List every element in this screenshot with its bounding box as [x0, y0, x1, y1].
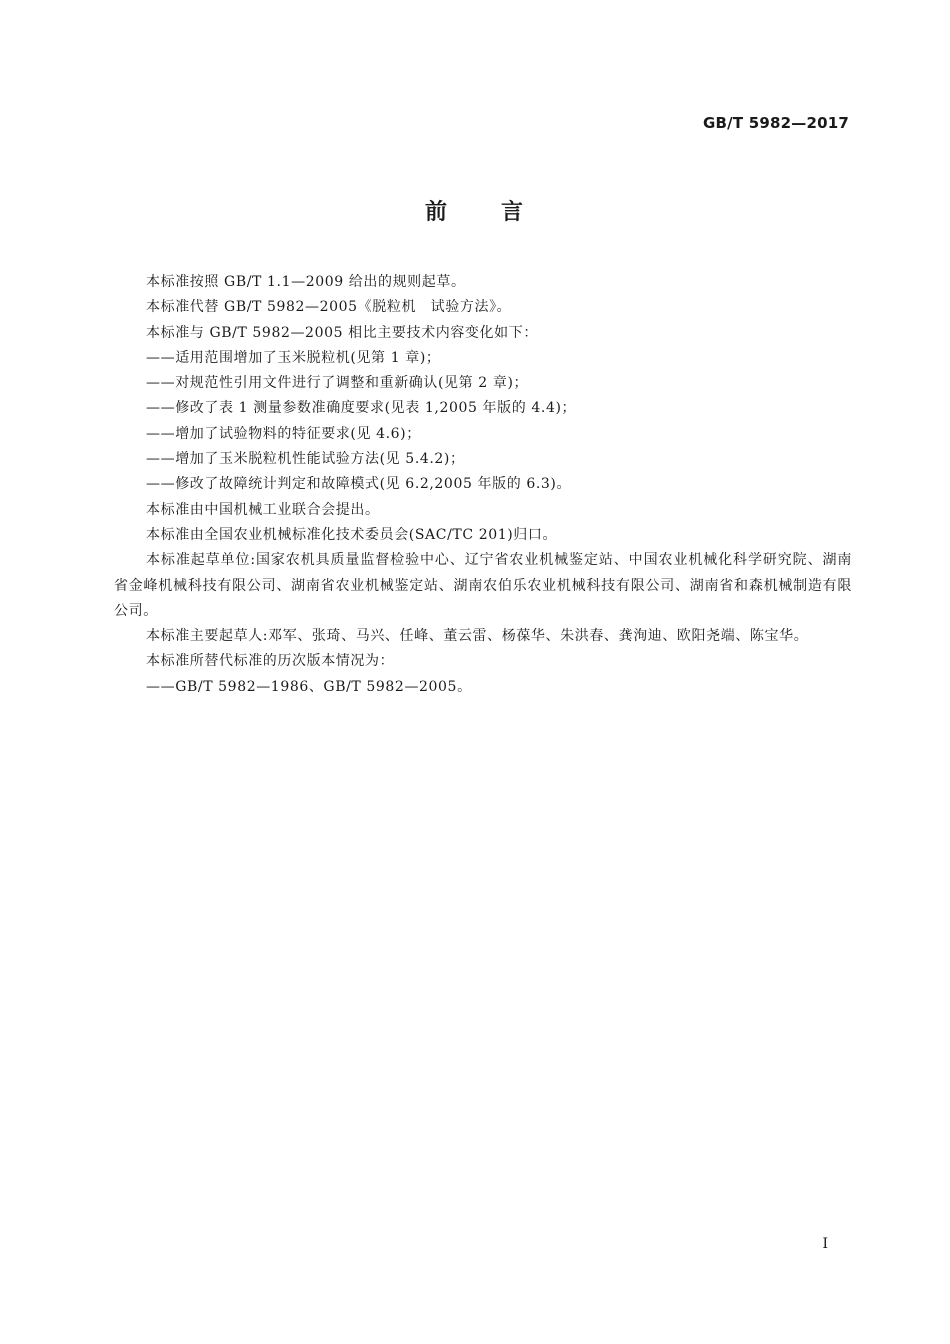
change-item: ——对规范性引用文件进行了调整和重新确认(见第 2 章)；: [146, 375, 529, 392]
paragraph-under-jurisdiction: 本标准由全国农业机械标准化技术委员会(SAC/TC 201)归口。: [146, 526, 558, 543]
change-item: ——增加了玉米脱粒机性能试验方法(见 5.4.2)；: [146, 451, 465, 468]
page-title-char-1: 前: [424, 200, 449, 225]
paragraph-proposed-by: 本标准由中国机械工业联合会提出。: [146, 501, 380, 518]
change-item: ——修改了表 1 测量参数准确度要求(见表 1,2005 年版的 4.4)；: [146, 400, 577, 417]
page-title-char-2: 言: [501, 200, 526, 225]
foreword-body: [114, 270, 852, 700]
change-item: ——适用范围增加了玉米脱粒机(见第 1 章)；: [146, 349, 441, 366]
page-number: I: [822, 1236, 828, 1252]
change-item: ——修改了故障统计判定和故障模式(见 6.2,2005 年版的 6.3)。: [146, 476, 572, 493]
paragraph-drafting-units: 本标准起草单位:国家农机具质量监督检验中心、辽宁省农业机械鉴定站、中国农业机械化科学研究院、湖南省金峰机械科技有限公司、湖南省农业机械鉴定站、湖南农伯乐农业机械科技有限公司、湖南省和森机械制造有限公司。: [114, 552, 852, 619]
paragraph-changes-intro: 本标准与 GB/T 5982—2005 相比主要技术内容变化如下：: [146, 324, 538, 341]
standard-code: GB/T 5982—2017: [703, 114, 849, 132]
page-title: [0, 195, 950, 226]
paragraph-drafters: 本标准主要起草人:邓军、张琦、马兴、任峰、董云雷、杨葆华、朱洪春、龚洵迪、欧阳尧端、陈宝华。: [146, 628, 809, 645]
paragraph-drafting-rules: 本标准按照 GB/T 1.1—2009 给出的规则起草。: [146, 274, 466, 290]
paragraph-previous-editions-intro: 本标准所替代标准的历次版本情况为：: [146, 653, 395, 670]
previous-editions-item: ——GB/T 5982—1986、GB/T 5982—2005。: [146, 678, 472, 695]
change-item: ——增加了试验物料的特征要求(见 4.6)；: [146, 425, 421, 442]
paragraph-replaces: 本标准代替 GB/T 5982—2005《脱粒机 试验方法》。: [146, 299, 512, 316]
